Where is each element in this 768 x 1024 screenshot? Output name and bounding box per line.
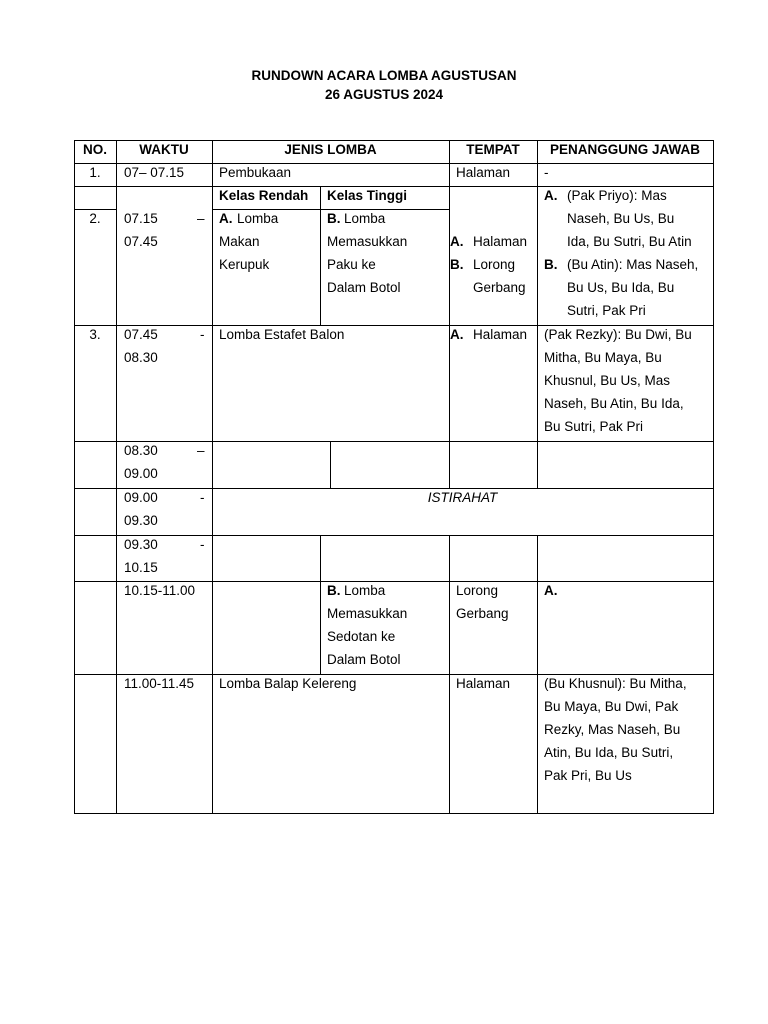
row5-waktu-separator: - xyxy=(200,490,205,505)
row2-rendah-line2: Makan xyxy=(219,234,260,249)
row7-pj-marker: A. xyxy=(544,583,558,598)
row2-pj-b-line3: Sutri, Pak Pri xyxy=(567,303,646,318)
row7-tinggi-text: Lomba xyxy=(344,583,386,598)
row8-pj-line2: Bu Maya, Bu Dwi, Pak xyxy=(544,699,679,714)
row7-tinggi-marker: B. xyxy=(327,583,341,598)
document-date: 26 AGUSTUS 2024 xyxy=(324,87,444,102)
row7-tinggi-line3: Sedotan ke xyxy=(327,629,396,644)
row3-tempat: Halaman xyxy=(473,327,528,342)
row2-tinggi-text: Lomba xyxy=(344,211,386,226)
row8-pj-line3: Rezky, Mas Naseh, Bu xyxy=(544,722,681,737)
row3-waktu-separator: - xyxy=(200,327,205,342)
row3-pj-line1: (Pak Rezky): Bu Dwi, Bu xyxy=(544,327,692,342)
row2-tempat-a: Halaman xyxy=(473,234,528,249)
row7-tinggi-line2: Memasukkan xyxy=(327,606,408,621)
row3-pj-line3: Khusnul, Bu Us, Mas xyxy=(544,373,671,388)
row2-tinggi-line3: Paku ke xyxy=(327,257,376,272)
row7-tempat-line2: Gerbang xyxy=(456,606,509,621)
row3-pj-line2: Mitha, Bu Maya, Bu xyxy=(544,350,662,365)
row8-pj-line4: Atin, Bu Ida, Bu Sutri, xyxy=(544,745,674,760)
row3-jenis: Lomba Estafet Balon xyxy=(219,327,345,342)
row5-waktu-end: 09.30 xyxy=(124,513,158,528)
row2-tinggi-marker: B. xyxy=(327,211,341,226)
row8-waktu: 11.00-11.45 xyxy=(124,676,195,691)
row4-waktu-start: 08.30 xyxy=(124,443,158,458)
row6-waktu-end: 10.15 xyxy=(124,560,158,575)
row3-waktu-end: 08.30 xyxy=(124,350,158,365)
row1-no: 1. xyxy=(89,165,101,180)
row8-jenis: Lomba Balap Kelereng xyxy=(219,676,357,691)
row6-waktu-separator: - xyxy=(200,537,205,552)
subheader-kelas-rendah: Kelas Rendah xyxy=(219,188,309,203)
row2-waktu-end: 07.45 xyxy=(124,234,158,249)
row2-pj-b-line2: Bu Us, Bu Ida, Bu xyxy=(567,280,675,295)
row7-tinggi-line4: Dalam Botol xyxy=(327,652,401,667)
row2-tinggi-line2: Memasukkan xyxy=(327,234,408,249)
header-tempat: TEMPAT xyxy=(466,142,520,157)
row2-pj-a-line2: Naseh, Bu Us, Bu xyxy=(567,211,675,226)
row8-pj-line1: (Bu Khusnul): Bu Mitha, xyxy=(544,676,687,691)
row2-no: 2. xyxy=(89,211,101,226)
row3-pj-line5: Bu Sutri, Pak Pri xyxy=(544,419,644,434)
row2-tempat-b-line2: Gerbang xyxy=(473,280,526,295)
row3-tempat-marker: A. xyxy=(450,327,464,342)
header-penanggung-jawab: PENANGGUNG JAWAB xyxy=(549,142,701,157)
row8-tempat: Halaman xyxy=(456,676,511,691)
row2-tempat-b-marker: B. xyxy=(450,257,464,272)
row5-waktu-start: 09.00 xyxy=(124,490,158,505)
document-title: RUNDOWN ACARA LOMBA AGUSTUSAN xyxy=(251,68,517,83)
row7-waktu: 10.15-11.00 xyxy=(124,583,196,598)
row2-rendah-marker: A. xyxy=(219,211,233,226)
row3-waktu-start: 07.45 xyxy=(124,327,158,342)
row2-pj-a-marker: A. xyxy=(544,188,558,203)
header-jenis-lomba: JENIS LOMBA xyxy=(284,142,377,157)
row1-tempat: Halaman xyxy=(456,165,511,180)
row1-waktu: 07– 07.15 xyxy=(124,165,185,180)
istirahat-label: ISTIRAHAT xyxy=(427,490,498,505)
row2-pj-a-line3: Ida, Bu Sutri, Bu Atin xyxy=(567,234,692,249)
row8-pj-line5: Pak Pri, Bu Us xyxy=(544,768,632,783)
row4-waktu-end: 09.00 xyxy=(124,466,158,481)
subheader-kelas-tinggi: Kelas Tinggi xyxy=(327,188,408,203)
row2-pj-b-line1: (Bu Atin): Mas Naseh, xyxy=(567,257,699,272)
row2-waktu-start: 07.15 xyxy=(124,211,158,226)
row2-tempat-a-marker: A. xyxy=(450,234,464,249)
row2-pj-a-line1: (Pak Priyo): Mas xyxy=(567,188,667,203)
row3-pj-line4: Naseh, Bu Atin, Bu Ida, xyxy=(544,396,684,411)
row2-pj-b-marker: B. xyxy=(544,257,558,272)
header-waktu: WAKTU xyxy=(139,142,189,157)
row7-tempat-line1: Lorong xyxy=(456,583,499,598)
row6-waktu-start: 09.30 xyxy=(124,537,158,552)
row2-rendah-line3: Kerupuk xyxy=(219,257,270,272)
row3-no: 3. xyxy=(89,327,101,342)
row2-tempat-b-line1: Lorong xyxy=(473,257,516,272)
row2-waktu-separator: – xyxy=(197,211,205,226)
row4-waktu-separator: – xyxy=(197,443,205,458)
row2-rendah-text: Lomba xyxy=(237,211,279,226)
row2-tinggi-line4: Dalam Botol xyxy=(327,280,401,295)
header-no: NO. xyxy=(82,142,107,157)
row1-pj: - xyxy=(544,165,549,180)
row1-jenis: Pembukaan xyxy=(219,165,292,180)
